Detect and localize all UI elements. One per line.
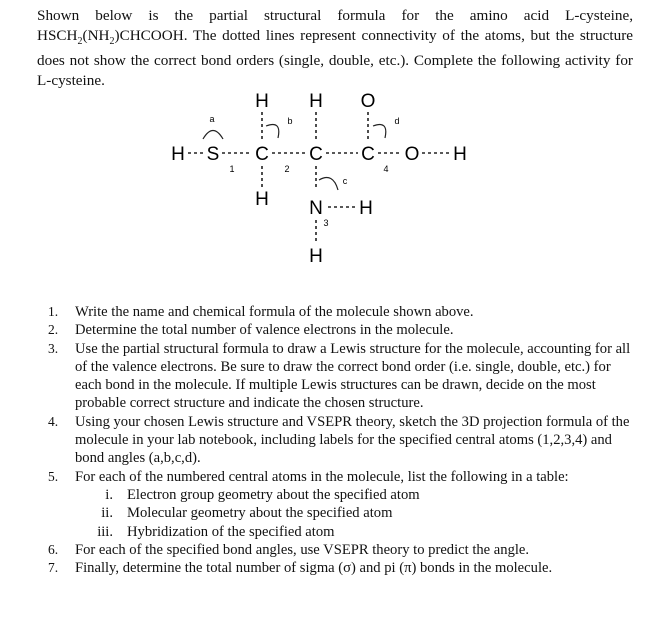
intro-text-1: Shown below is the partial structural formula for the amino acid L-cysteine, HSCH [37,7,633,44]
atom-h-n: H [359,198,373,219]
question-text: Use the partial structural formula to draw a Lewis structure for the molecule, accounting for all of the valence electrons. Be sure to draw the correct bond order (i.e. single, double, etc.) for each bond in the molecule. If multiple Lewis structures can be drawn, decide on the most probable correct structure and indicate the chosen structure. [75,340,631,412]
question-text: Write the name and chemical formula of the molecule shown above. [75,304,474,320]
question-item [48,559,638,577]
sub-question-text: Electron group geometry about the specified atom [127,486,420,503]
question-text: Determine the total number of valence electrons in the molecule. [75,322,454,339]
atom-number-1: 1 [229,164,235,174]
sub-question-item [75,523,638,541]
question-list [48,303,638,577]
question-number: 3. [48,340,59,356]
sub-question-text: Molecular geometry about the specified atom [127,505,393,522]
atom-n: N [309,198,323,219]
angle-arc-d [373,125,386,139]
angle-arc-c [319,178,338,190]
question-number: 4. [48,413,59,429]
angle-label-b: b [287,116,293,126]
atom-c3: C [361,144,375,165]
question-item [48,413,638,468]
question-item [48,541,638,559]
question-number: 5. [48,468,59,484]
atom-c2: C [309,144,323,165]
question-item [48,303,638,321]
angle-arc-b [266,125,279,139]
atom-number-3: 3 [323,218,329,228]
sub-question-item [75,486,638,504]
atom-h-left: H [171,144,185,165]
atom-number-2: 2 [284,164,290,174]
atom-c1: C [255,144,269,165]
sub-question-number: i. [105,486,113,503]
atom-number-4: 4 [383,164,389,174]
question-text: For each of the specified bond angles, use VSEPR theory to predict the angle. [75,541,530,558]
sub-question-list [75,486,638,541]
atom-h-right: H [453,144,467,165]
intro-sub-1: 2 [77,35,83,47]
question-text: Finally, determine the total number of sigma (σ) and pi (π) bonds in the molecule. [75,560,553,577]
question-number: 6. [48,541,59,557]
question-text: For each of the numbered central atoms in the molecule, list the following in a table: [75,468,569,485]
sub-question-number: iii. [97,523,113,540]
atom-o-top: O [360,91,376,112]
angle-label-a: a [209,114,215,124]
sub-question-number: ii. [101,505,113,522]
atom-h-top-2: H [309,91,323,112]
sub-question-text: Hybridization of the specified atom [127,523,335,540]
intro-text-2: (NH [82,26,110,44]
angle-arc-a [203,131,223,140]
question-number: 7. [48,560,59,576]
intro-text-3: )CHCOOH. The dotted lines represent connectivity of the atoms, but the structure does not show the correct bond orders (single, double, etc.). Complete the following activity for L-cysteine. [37,26,633,89]
atom-h-top-1: H [255,91,269,112]
atom-h-bottom: H [309,246,323,267]
question-item [48,340,638,413]
intro-paragraph [37,6,633,90]
question-text: Using your chosen Lewis structure and VSEPR theory, sketch the 3D projection formula of the molecule in your lab notebook, including labels for the specified central atoms (1,2,3,4) and bond angles (a,b,c,d). [75,413,630,467]
question-item [48,321,638,339]
cysteine-structure-diagram [0,86,669,276]
angle-label-c: c [342,176,348,186]
atom-s: S [206,144,220,165]
question-number: 2. [48,322,59,338]
sub-question-item [75,504,638,522]
question-item [48,468,638,541]
angle-label-d: d [394,116,400,126]
atom-o-right: O [404,144,420,165]
atom-h-bottom-1: H [255,189,269,210]
intro-sub-2: 2 [109,35,115,47]
question-number: 1. [48,304,59,319]
